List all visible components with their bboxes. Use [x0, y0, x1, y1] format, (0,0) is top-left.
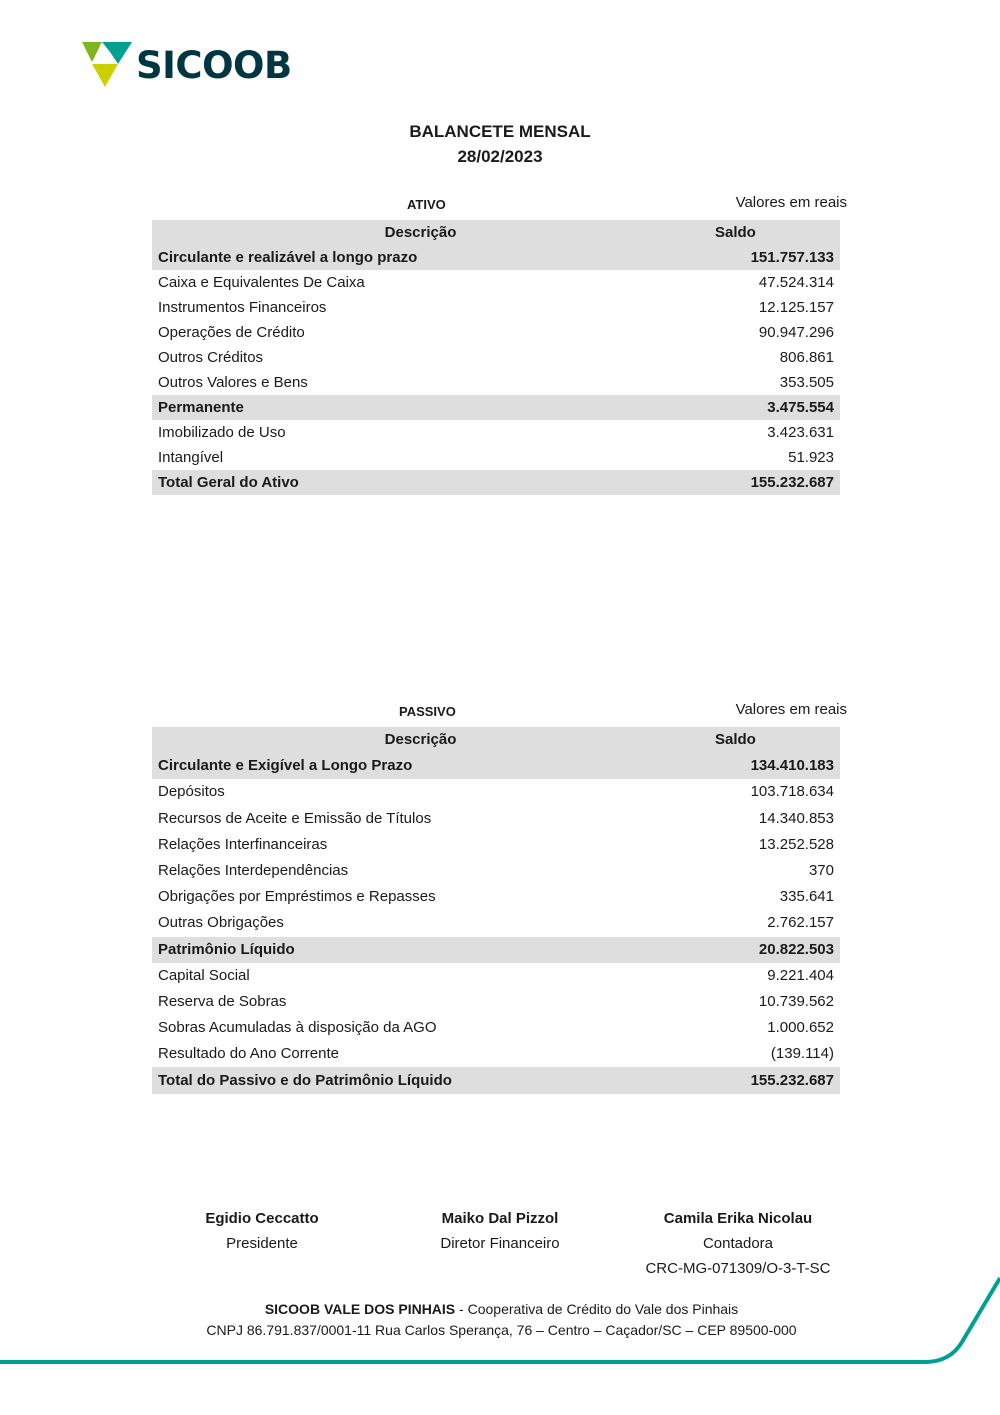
group-row — [152, 395, 840, 420]
group-row — [152, 470, 840, 495]
passivo-units-label: Valores em reais — [735, 701, 847, 718]
row-balance: 151.757.133 — [695, 245, 840, 270]
ativo-table — [152, 220, 840, 495]
ativo-header-row — [152, 220, 840, 245]
row-balance: 155.232.687 — [695, 470, 840, 495]
passivo-header-row — [152, 727, 840, 753]
row-balance: 2.762.157 — [767, 914, 834, 932]
row-description: Caixa e Equivalentes De Caixa — [158, 274, 365, 291]
group-row — [152, 245, 840, 270]
row-balance: (139.114) — [770, 1045, 834, 1063]
table-row — [152, 370, 840, 395]
signature-financial-director — [400, 1206, 600, 1256]
table-row — [152, 806, 840, 832]
row-description: Imobilizado de Uso — [158, 424, 286, 441]
row-description: Total Geral do Ativo — [152, 470, 695, 495]
row-balance: 14.340.853 — [758, 809, 834, 827]
row-balance: 134.410.183 — [695, 753, 840, 779]
row-description: Patrimônio Líquido — [152, 937, 695, 963]
row-balance: 90.947.296 — [758, 324, 834, 341]
sicoob-triangle-logo-icon — [82, 42, 132, 88]
row-balance: 155.232.687 — [695, 1067, 840, 1093]
table-row — [152, 910, 840, 936]
table-row — [152, 779, 840, 805]
row-balance: 13.252.528 — [758, 835, 834, 853]
footer-org-name: SICOOB VALE DOS PINHAIS — [264, 1301, 456, 1317]
group-row — [152, 1067, 840, 1093]
row-description: Depósitos — [158, 783, 225, 801]
document-title: BALANCETE MENSAL — [409, 122, 591, 141]
row-description: Permanente — [152, 395, 695, 420]
balance-header: Saldo — [695, 220, 840, 245]
signatory-role: Presidente — [226, 1235, 298, 1252]
group-row — [152, 753, 840, 779]
balance-header: Saldo — [695, 727, 840, 753]
signatory-role: Contadora — [702, 1235, 774, 1252]
passivo-section-label: PASSIVO — [399, 704, 456, 719]
signatory-name: Egidio Ceccatto — [205, 1210, 319, 1227]
table-row — [152, 270, 840, 295]
table-row — [152, 445, 840, 470]
row-description: Total do Passivo e do Patrimônio Líquido — [152, 1067, 695, 1093]
row-balance: 12.125.157 — [758, 299, 834, 316]
row-balance: 9.221.404 — [767, 966, 834, 984]
description-header: Descrição — [152, 727, 695, 753]
table-row — [152, 989, 840, 1015]
table-row — [152, 320, 840, 345]
row-description: Outras Obrigações — [158, 914, 284, 932]
table-row — [152, 884, 840, 910]
row-description: Instrumentos Financeiros — [158, 299, 327, 316]
brand-name: SICOOB — [136, 43, 292, 87]
row-balance: 3.423.631 — [767, 424, 834, 441]
row-balance: 806.861 — [779, 349, 834, 366]
document-date: 28/02/2023 — [457, 147, 543, 166]
ativo-section-label: ATIVO — [407, 197, 446, 212]
table-row — [152, 832, 840, 858]
table-row — [152, 1041, 840, 1067]
row-description: Outros Créditos — [158, 349, 264, 366]
signatory-name: Maiko Dal Pizzol — [441, 1210, 559, 1227]
ativo-table-body — [152, 245, 840, 495]
passivo-table — [152, 727, 840, 1094]
row-description: Recursos de Aceite e Emissão de Títulos — [158, 809, 432, 827]
table-row — [152, 295, 840, 320]
row-description: Capital Social — [158, 966, 250, 984]
ativo-units-label: Valores em reais — [735, 194, 847, 211]
signatory-registration: CRC-MG-071309/O-3-T-SC — [645, 1260, 831, 1277]
table-row — [152, 345, 840, 370]
row-balance: 1.000.652 — [767, 1019, 834, 1037]
passivo-table-body — [152, 753, 840, 1093]
row-description: Relações Interfinanceiras — [158, 835, 328, 853]
group-row — [152, 937, 840, 963]
row-description: Intangível — [158, 449, 224, 466]
signature-president — [162, 1206, 362, 1256]
row-description: Resultado do Ano Corrente — [158, 1045, 339, 1063]
row-balance: 10.739.562 — [758, 992, 834, 1010]
signatory-name: Camila Erika Nicolau — [663, 1210, 813, 1227]
footer-address: CNPJ 86.791.837/0001-11 Rua Carlos Sperança, 76 – Centro – Caçador/SC – CEP 89500-000 — [206, 1322, 797, 1338]
table-row — [152, 858, 840, 884]
row-description: Operações de Crédito — [158, 324, 305, 341]
table-row — [152, 1015, 840, 1041]
table-row — [152, 420, 840, 445]
row-balance: 47.524.314 — [758, 274, 834, 291]
row-description: Outros Valores e Bens — [158, 374, 308, 391]
sicoob-logo — [82, 42, 292, 88]
row-balance: 3.475.554 — [695, 395, 840, 420]
row-description: Circulante e Exigível a Longo Prazo — [152, 753, 695, 779]
row-description: Sobras Acumuladas à disposição da AGO — [158, 1019, 437, 1037]
row-description: Circulante e realizável a longo prazo — [152, 245, 695, 270]
row-balance: 20.822.503 — [695, 937, 840, 963]
row-balance: 335.641 — [779, 888, 834, 906]
row-description: Relações Interdependências — [158, 862, 349, 880]
footer-swoosh-decoration — [0, 1270, 1000, 1370]
row-balance: 370 — [808, 862, 834, 880]
signatory-role: Diretor Financeiro — [440, 1235, 560, 1252]
description-header: Descrição — [152, 220, 695, 245]
row-description: Reserva de Sobras — [158, 992, 287, 1010]
footer-org-desc: - Cooperativa de Crédito do Vale dos Pinhais — [455, 1301, 739, 1317]
row-balance: 103.718.634 — [750, 783, 834, 801]
row-description: Obrigações por Empréstimos e Repasses — [158, 888, 436, 906]
table-row — [152, 963, 840, 989]
row-balance: 353.505 — [779, 374, 834, 391]
row-balance: 51.923 — [788, 449, 834, 466]
